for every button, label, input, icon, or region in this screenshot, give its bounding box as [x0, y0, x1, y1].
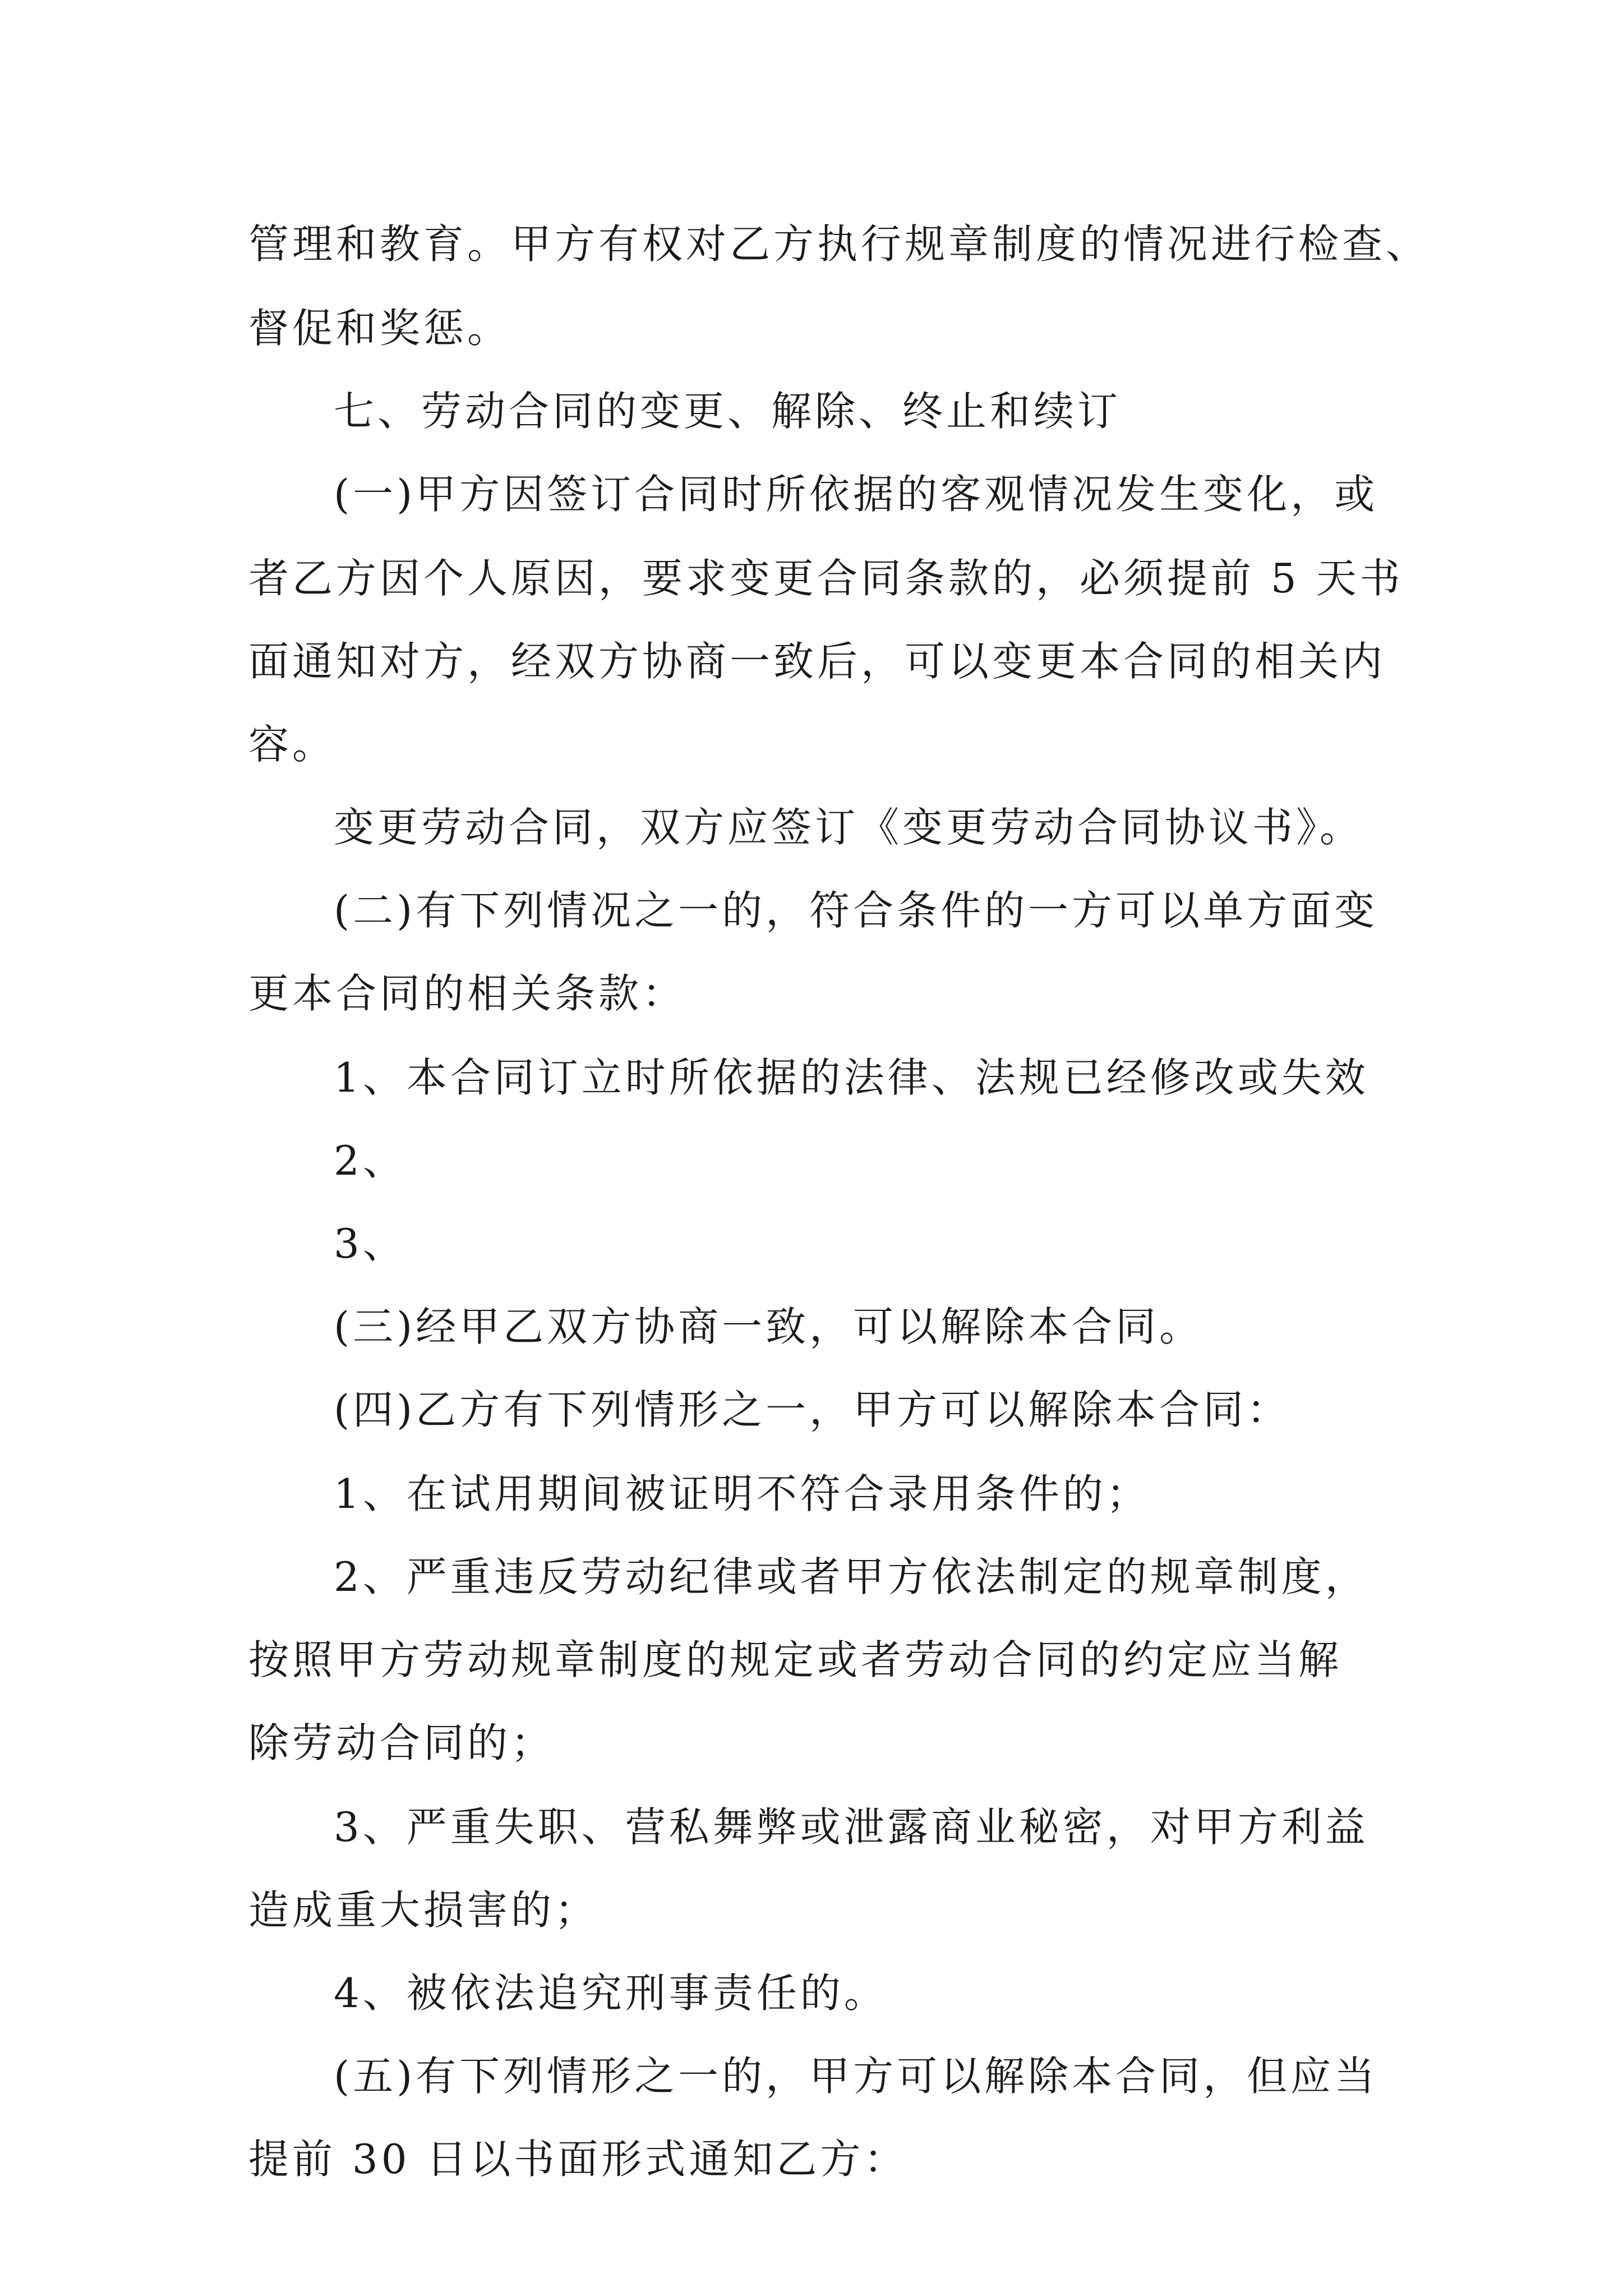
text-line: 管理和教育。甲方有权对乙方执行规章制度的情况进行检查、 [248, 220, 1430, 268]
list-item: 2、严重违反劳动纪律或者甲方依法制定的规章制度， [334, 1553, 1369, 1600]
text-line: (三)经甲乙双方协商一致，可以解除本合同。 [334, 1303, 1204, 1350]
text-line: (一)甲方因签订合同时所依据的客观情况发生变化，或 [334, 471, 1378, 518]
text-line: (五)有下列情形之一的，甲方可以解除本合同，但应当 [334, 2053, 1378, 2100]
list-item: 4、被依法追究刑事责任的。 [334, 1970, 888, 2017]
list-item: 1、在试用期间被证明不符合录用条件的； [334, 1470, 1150, 1517]
text-line: 除劳动合同的； [248, 1719, 555, 1766]
list-item: 3、严重失职、营私舞弊或泄露商业秘密，对甲方利益 [334, 1803, 1369, 1851]
list-item: 1、本合同订立时所依据的法律、法规已经修改或失效 [334, 1054, 1369, 1101]
text-line: 按照甲方劳动规章制度的规定或者劳动合同的约定应当解 [248, 1636, 1343, 1683]
section-heading: 七、劳动合同的变更、解除、终止和续订 [334, 388, 1122, 435]
text-line: 造成重大损害的； [248, 1887, 599, 1934]
text-line: 更本合同的相关条款： [248, 970, 686, 1017]
text-line: 督促和奖惩。 [248, 305, 511, 352]
list-item: 3、 [334, 1220, 407, 1267]
list-item: 2、 [334, 1137, 407, 1184]
text-line: (二)有下列情况之一的，符合条件的一方可以单方面变 [334, 887, 1378, 934]
text-line: 容。 [248, 721, 336, 768]
text-line: 者乙方因个人原因，要求变更合同条款的，必须提前 5 天书 [248, 555, 1404, 602]
text-line: (四)乙方有下列情形之一，甲方可以解除本合同： [334, 1386, 1291, 1433]
text-line: 面通知对方，经双方协商一致后，可以变更本合同的相关内 [248, 638, 1386, 685]
text-line: 变更劳动合同，双方应签订《变更劳动合同协议书》。 [334, 804, 1364, 851]
text-line: 提前 30 日以书面形式通知乙方： [248, 2136, 908, 2183]
